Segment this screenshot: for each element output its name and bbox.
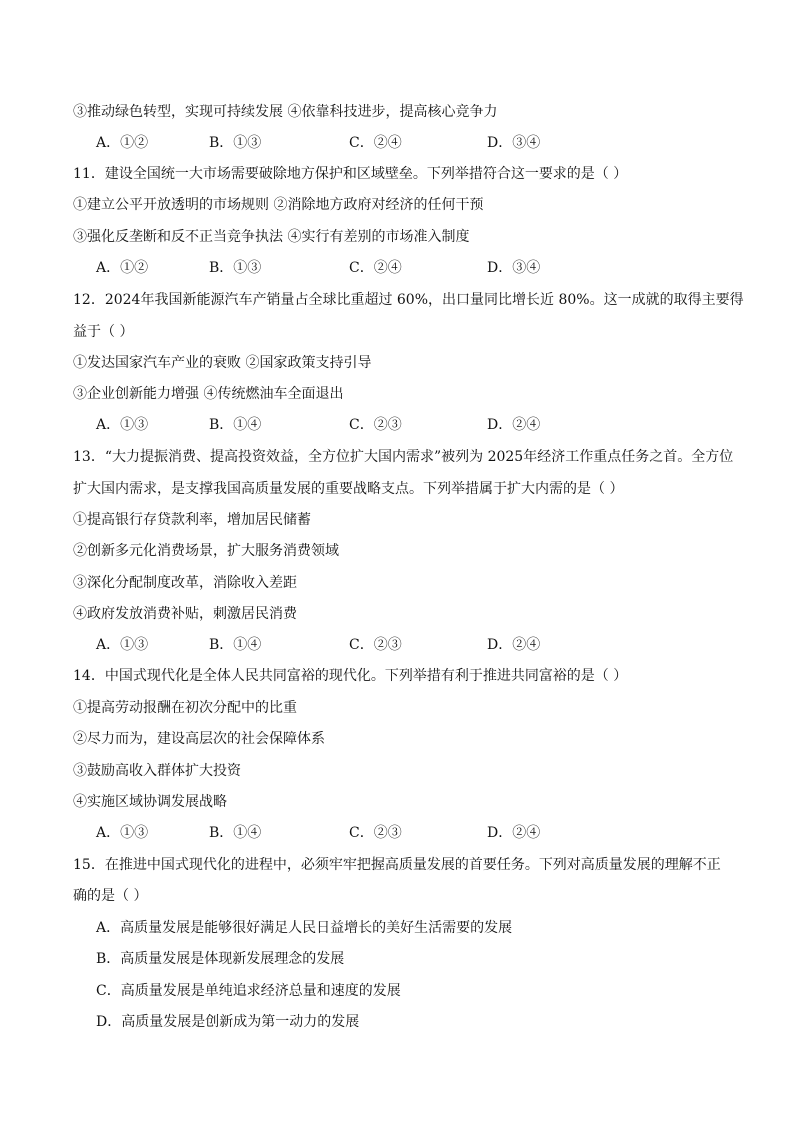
q10-options [96,133,696,153]
q14-option-c[interactable]: C．②③ [349,825,402,841]
q14-option-a[interactable]: A．①③ [96,825,149,841]
q10-option-a[interactable]: A．①② [96,135,149,151]
q11-option-c[interactable]: C．②④ [349,260,402,276]
q14-item-3: ③鼓励高收入群体扩大投资 [73,763,241,779]
q15-choice-c[interactable]: C．高质量发展是单纯追求经济总量和速度的发展 [96,983,401,999]
q14-options [96,823,696,843]
q12-items-line-1: ①发达国家汽车产业的衰败 ②国家政策支持引导 [73,355,372,371]
q12-option-c[interactable]: C．②③ [349,417,402,433]
q15-choice-d[interactable]: D．高质量发展是创新成为第一动力的发展 [96,1014,360,1030]
q12-stem-line-1: 12．2024年我国新能源汽车产销量占全球比重超过 60%，出口量同比增长近 80%。这一成就的取得主要得 [73,292,744,308]
q15-stem-line-1: 15．在推进中国式现代化的进程中，必须牢牢把握高质量发展的首要任务。下列对高质量发展的理解不正 [73,857,721,873]
q14-item-1: ①提高劳动报酬在初次分配中的比重 [73,700,297,716]
q12-stem-line-2: 益于（ ） [73,324,134,340]
q13-item-1: ①提高银行存贷款利率，增加居民储蓄 [73,512,311,528]
q13-stem-line-1: 13．“大力提振消费、提高投资效益，全方位扩大国内需求”被列为 2025年经济工作重点任务之首。全方位 [73,449,734,465]
q14-item-2: ②尽力而为，建设高层次的社会保障体系 [73,731,325,747]
q14-item-4: ④实施区域协调发展战略 [73,794,227,810]
q13-options [96,635,696,655]
q11-stem: 11．建设全国统一大市场需要破除地方保护和区域壁垒。下列举措符合这一要求的是（ ） [73,166,628,182]
q13-option-b[interactable]: B．①④ [209,637,262,653]
q13-item-4: ④政府发放消费补贴，刺激居民消费 [73,606,297,622]
q11-items-line-2: ③强化反垄断和反不正当竞争执法 ④实行有差别的市场准入制度 [73,229,470,245]
q15-stem-line-2: 确的是（ ） [73,888,148,904]
q11-options [96,258,696,278]
q14-option-d[interactable]: D．②④ [487,825,541,841]
q10-option-b[interactable]: B．①③ [209,135,262,151]
q14-stem: 14．中国式现代化是全体人民共同富裕的现代化。下列举措有利于推进共同富裕的是（ ） [73,668,628,684]
q12-option-a[interactable]: A．①③ [96,417,149,433]
q11-option-d[interactable]: D．③④ [487,260,541,276]
q15-choice-b[interactable]: B．高质量发展是体现新发展理念的发展 [96,951,345,967]
q12-items-line-2: ③企业创新能力增强 ④传统燃油车全面退出 [73,386,344,402]
q11-items-line-1: ①建立公平开放透明的市场规则 ②消除地方政府对经济的任何干预 [73,197,484,213]
q10-option-c[interactable]: C．②④ [349,135,402,151]
q12-options [96,415,696,435]
q11-option-b[interactable]: B．①③ [209,260,262,276]
q13-option-a[interactable]: A．①③ [96,637,149,653]
q12-option-b[interactable]: B．①④ [209,417,262,433]
q10-items-line: ③推动绿色转型，实现可持续发展 ④依靠科技进步，提高核心竞争力 [73,104,498,120]
q15-choice-a[interactable]: A．高质量发展是能够很好满足人民日益增长的美好生活需要的发展 [96,920,513,936]
q10-option-d[interactable]: D．③④ [487,135,541,151]
q13-item-2: ②创新多元化消费场景，扩大服务消费领域 [73,543,339,559]
q13-option-c[interactable]: C．②③ [349,637,402,653]
q13-stem-line-2: 扩大国内需求，是支撑我国高质量发展的重要战略支点。下列举措属于扩大内需的是（ ） [73,481,624,497]
q13-option-d[interactable]: D．②④ [487,637,541,653]
q12-option-d[interactable]: D．②④ [487,417,541,433]
q14-option-b[interactable]: B．①④ [209,825,262,841]
q13-item-3: ③深化分配制度改革，消除收入差距 [73,575,297,591]
q11-option-a[interactable]: A．①② [96,260,149,276]
